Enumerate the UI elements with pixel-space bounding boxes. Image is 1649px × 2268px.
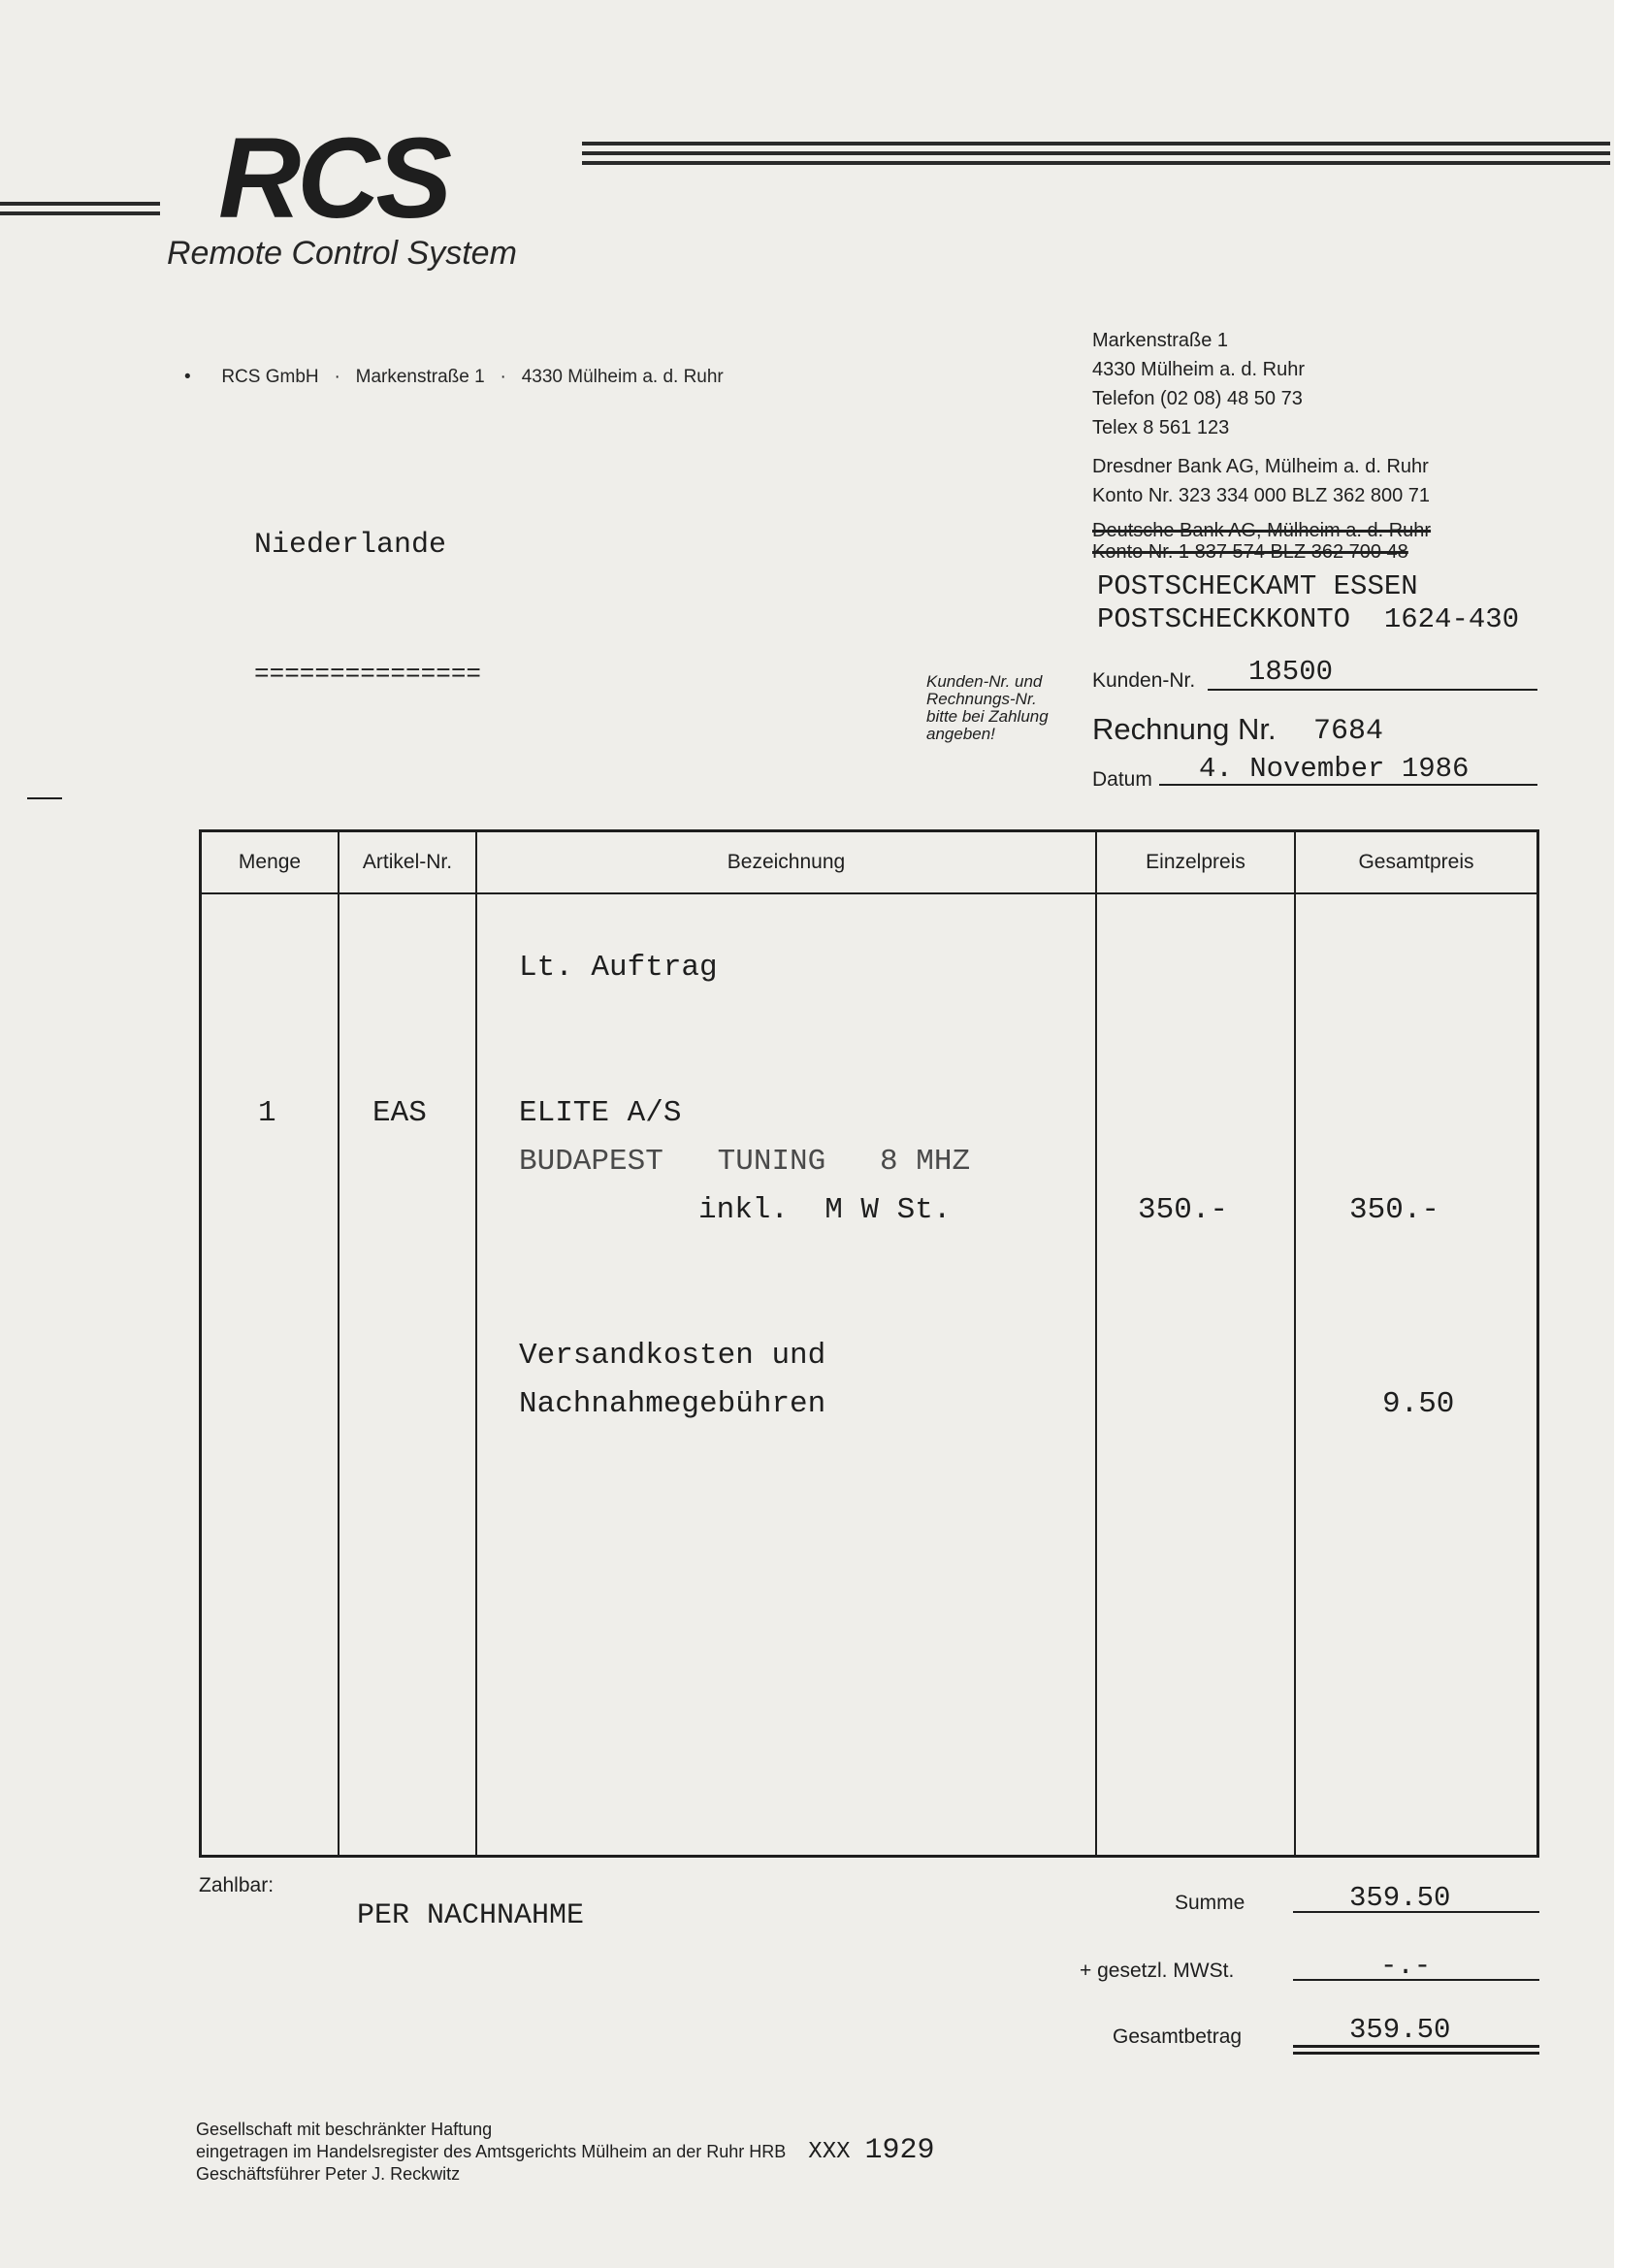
footer-register: eingetragen im Handelsregister des Amtsgerichts Mülheim an der Ruhr HRB	[196, 2142, 787, 2161]
item-desc-2: BUDAPEST TUNING 8 MHZ	[519, 1145, 971, 1179]
date-label: Datum	[1092, 768, 1152, 791]
company-logo: RCS	[218, 114, 449, 243]
shipping-desc-2: Nachnahmegebühren	[519, 1387, 826, 1421]
sender-line	[184, 367, 724, 388]
header-unit-price: Einzelpreis	[1146, 851, 1245, 873]
company-tagline: Remote Control System	[167, 235, 517, 272]
fold-mark	[27, 797, 62, 799]
bank1-account: Konto Nr. 323 334 000 BLZ 362 800 71	[1092, 485, 1431, 506]
company-info	[1092, 326, 1431, 563]
sender-company: RCS GmbH	[221, 367, 319, 387]
invoice-no: 7684	[1313, 715, 1384, 748]
sum-value: 359.50	[1349, 1882, 1451, 1914]
item-qty: 1	[258, 1096, 276, 1130]
payment-note-line: Rechnungs-Nr.	[926, 690, 1037, 708]
column-divider	[1095, 832, 1097, 1855]
recipient-underline: ===============	[254, 660, 482, 689]
header-total-price: Gesamtpreis	[1358, 851, 1474, 873]
recipient-country: Niederlande	[254, 529, 447, 562]
column-divider	[475, 832, 477, 1855]
grand-total-value: 359.50	[1349, 2014, 1451, 2046]
sender-city: 4330 Mülheim a. d. Ruhr	[521, 367, 724, 387]
invoice-no-label: Rechnung Nr.	[1092, 712, 1277, 746]
bank2-account: Konto Nr. 1 837 574 BLZ 362 700 48	[1092, 541, 1408, 563]
item-desc-1: ELITE A/S	[519, 1096, 682, 1130]
postcheck-account: POSTSCHECKKONTO 1624-430	[1097, 603, 1520, 635]
item-desc-3: inkl. M W St.	[698, 1193, 952, 1227]
header-rule-left-2	[0, 211, 160, 215]
payment-note-line: Kunden-Nr. und	[926, 672, 1043, 691]
grand-total-label: Gesamtbetrag	[1113, 2025, 1243, 2048]
payment-note-line: bitte bei Zahlung	[926, 707, 1049, 726]
sender-separator: ·	[323, 367, 351, 387]
company-city: 4330 Mülheim a. d. Ruhr	[1092, 359, 1306, 380]
bank2-name: Deutsche Bank AG, Mülheim a. d. Ruhr	[1092, 520, 1432, 541]
sender-separator: ·	[489, 367, 517, 387]
footer-line-1: Gesellschaft mit beschränkter Haftung	[196, 2120, 493, 2139]
footer-hrb-number: 1929	[864, 2134, 935, 2167]
grand-total-line-2	[1293, 2052, 1539, 2055]
item-total-price: 350.-	[1349, 1193, 1440, 1227]
header-description: Bezeichnung	[727, 851, 846, 873]
company-telex: Telex 8 561 123	[1092, 417, 1230, 438]
company-street: Markenstraße 1	[1092, 330, 1229, 351]
company-phone: Telefon (02 08) 48 50 73	[1092, 388, 1303, 409]
footer-hrb-struck: XXX	[808, 2139, 851, 2165]
header-rule-right	[582, 142, 1610, 146]
header-divider	[202, 892, 1536, 894]
legal-footer	[196, 2119, 935, 2185]
payment-note-line: angeben!	[926, 725, 995, 743]
item-unit-price: 350.-	[1138, 1193, 1229, 1227]
header-article: Artikel-Nr.	[362, 851, 453, 873]
invoice-date: 4. November 1986	[1199, 753, 1470, 785]
shipping-desc-1: Versandkosten und	[519, 1339, 826, 1373]
payable-label: Zahlbar:	[199, 1874, 275, 1896]
bank1-name: Dresdner Bank AG, Mülheim a. d. Ruhr	[1092, 456, 1429, 477]
header-rule-right-2	[582, 151, 1610, 155]
customer-no-line	[1208, 689, 1537, 691]
column-divider	[1294, 832, 1296, 1855]
footer-line-3: Geschäftsführer Peter J. Reckwitz	[196, 2164, 461, 2184]
header-rule-left	[0, 202, 160, 206]
vat-label: + gesetzl. MWSt.	[1080, 1960, 1235, 1982]
column-divider	[338, 832, 340, 1855]
payable-value: PER NACHNAHME	[357, 1899, 585, 1932]
payment-note	[926, 673, 1049, 743]
intro-text: Lt. Auftrag	[519, 951, 718, 985]
header-rule-right-3	[582, 161, 1610, 165]
footer-line-2	[196, 2134, 935, 2167]
postcheck-office: POSTSCHECKAMT ESSEN	[1097, 570, 1418, 602]
customer-no-label: Kunden-Nr.	[1092, 669, 1196, 692]
sender-bullet: •	[184, 367, 217, 387]
vat-value: -.-	[1380, 1950, 1432, 1982]
item-article: EAS	[372, 1096, 427, 1130]
sum-label: Summe	[1175, 1892, 1245, 1914]
line-items-table	[199, 829, 1539, 1858]
sender-street: Markenstraße 1	[355, 367, 485, 387]
header-qty: Menge	[238, 851, 302, 873]
shipping-total-price: 9.50	[1382, 1387, 1455, 1421]
customer-no: 18500	[1248, 656, 1334, 688]
